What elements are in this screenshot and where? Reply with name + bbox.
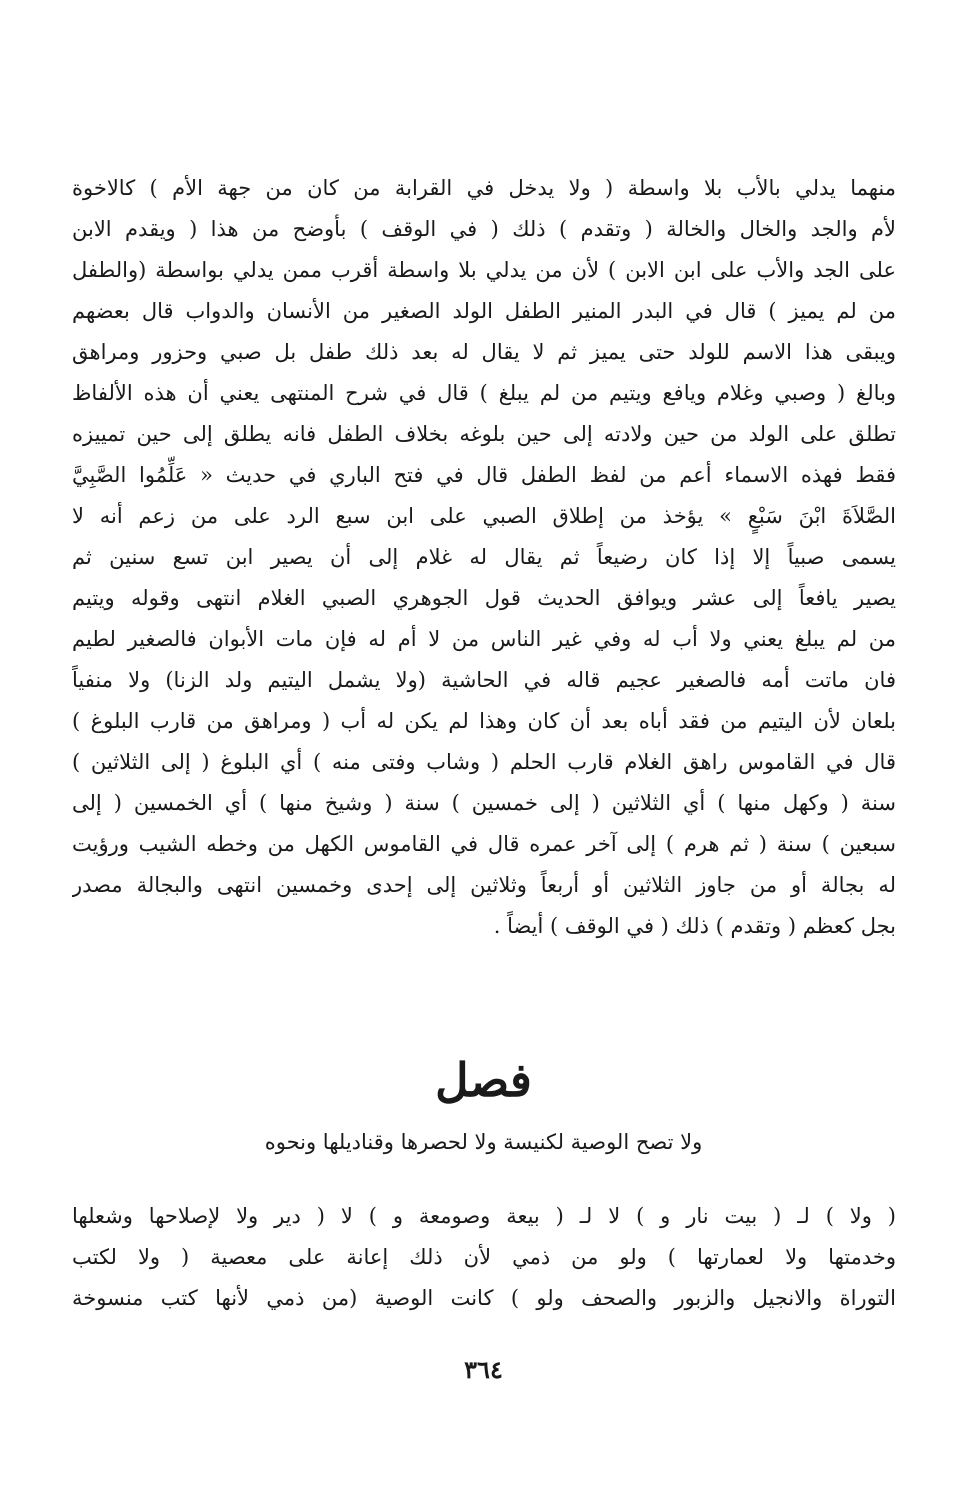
section-subtitle: ولا تصح الوصية لكنيسة ولا لحصرها وقناديلها ونحوه [264, 1130, 703, 1154]
main-paragraph [72, 168, 896, 947]
text-line: ويبقى هذا الاسم للولد حتى يميز ثم لا يقال له بعد ذلك طفل بل صبي وحزور ومراهق [72, 340, 896, 364]
text-line: سبعين ) سنة ( ثم هرم ) إلى آخر عمره قال في القاموس الكهل من وخطه الشيب ورؤيت [72, 832, 896, 856]
text-line: الصَّلاَةَ ابْنَ سَبْعٍ » يؤخذ من إطلاق الصبي على ابن سبع الرد على من زعم أنه لا [72, 504, 896, 528]
text-line: من لم يبلغ يعني ولا أب له وفي غير الناس من لا أم له فإن مات الأبوان فالصغير لطيم [72, 627, 896, 651]
text-line: بلعان لأن اليتيم من فقد أباه بعد أن كان وهذا لم يكن له أب ( ومراهق من قارب البلوغ ) [72, 709, 896, 733]
section-heading: فصل [435, 1053, 532, 1107]
text-line: وخدمتها ولا لعمارتها ) ولو من ذمي لأن ذلك إعانة على معصية ( ولا لكتب [72, 1245, 896, 1269]
text-line: بجل كعظم ( وتقدم ) ذلك ( في الوقف ) أيضاً . [493, 914, 896, 938]
text-line: ( ولا ) لـ ( بيت نار و ) لا لـ ( بيعة وصومعة و ) لا ( دير ولا لإصلاحها وشعلها [72, 1204, 896, 1228]
text-line: فقط فهذه الاسماء أعم من لفظ الطفل قال في فتح الباري في حديث « عَلِّمُوا الصَّبِيَّ [72, 463, 896, 487]
text-line: وبالغ ( وصبي وغلام ويافع ويتيم من لم يبلغ ) قال في شرح المنتهى يعني أن هذه الألفاظ [72, 381, 896, 405]
text-line: التوراة والانجيل والزبور والصحف ولو ) كانت الوصية (من ذمي لأنها كتب منسوخة [72, 1286, 896, 1310]
text-line: على الجد والأب على ابن الابن ) لأن من يدلي بلا واسطة أقرب ممن يدلي بواسطة (والطفل [72, 258, 896, 282]
text-line: يسمى صبياً إلا إذا كان رضيعاً ثم يقال له غلام إلى أن يصير ابن تسع سنين ثم [72, 545, 896, 569]
page-number: ٣٦٤ [464, 1355, 503, 1384]
text-line: له بجالة أو من جاوز الثلاثين أو أربعاً وثلاثين إلى إحدى وخمسين انتهى والبجالة مصدر [72, 873, 896, 897]
text-line: فان ماتت أمه فالصغير عجيم قاله في الحاشية (ولا يشمل اليتيم ولد الزنا) ولا منفياً [72, 668, 896, 692]
text-line: يصير يافعاً إلى عشر ويوافق الحديث قول الجوهري الصبي الغلام انتهى وقوله ويتيم [72, 586, 896, 610]
section-paragraph [72, 1196, 896, 1319]
text-line: قال في القاموس راهق الغلام قارب الحلم ( وشاب وفتى منه ) أي البلوغ ( إلى الثلاثين ) [72, 750, 896, 774]
text-line: منهما يدلي بالأب بلا واسطة ( ولا يدخل في القرابة من كان من جهة الأم ) كالاخوة [72, 176, 896, 200]
text-line: سنة ( وكهل منها ) أي الثلاثين ( إلى خمسين ) سنة ( وشيخ منها ) أي الخمسين ( إلى [72, 791, 896, 815]
text-line: من لم يميز ) قال في البدر المنير الطفل الولد الصغير من الأنسان والدواب قال بعضهم [72, 299, 896, 323]
text-line: لأم والجد والخال والخالة ( وتقدم ) ذلك ( في الوقف ) بأوضح من هذا ( ويقدم الابن [72, 217, 896, 241]
text-line: تطلق على الولد من حين ولادته إلى حين بلوغه بخلاف الطفل فانه يطلق إلى حين تمييزه [72, 422, 896, 446]
